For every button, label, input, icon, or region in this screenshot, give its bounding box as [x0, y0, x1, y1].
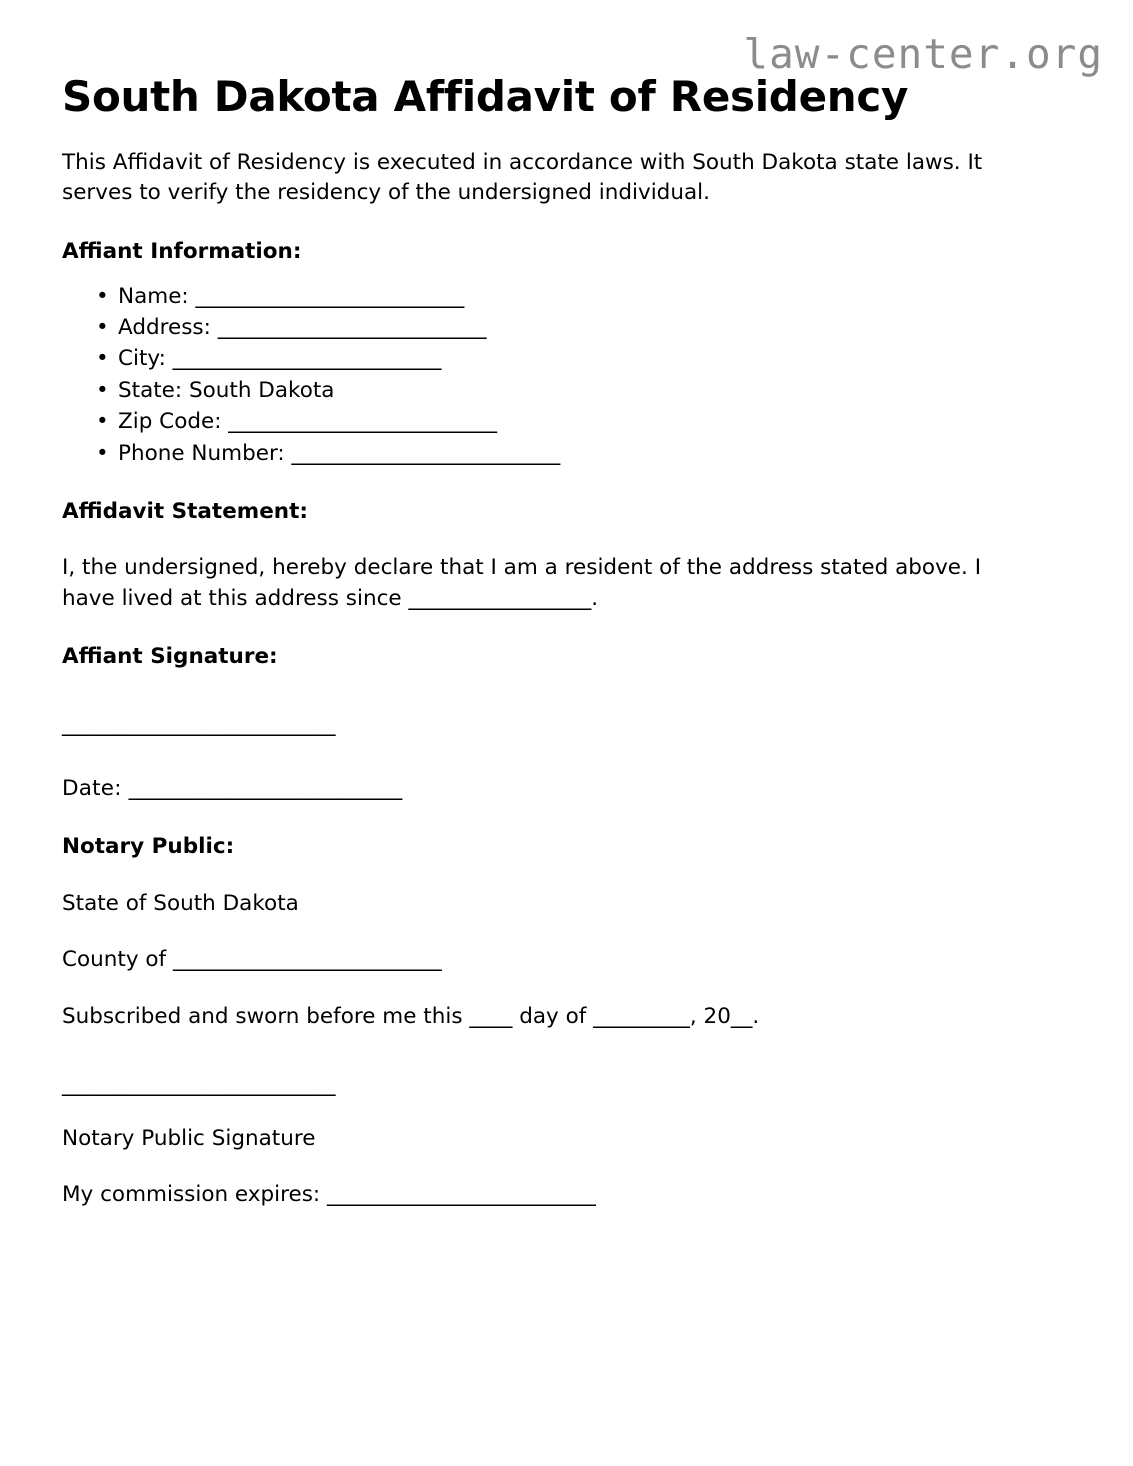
notary-signature-line: _________________________ [62, 1072, 336, 1098]
notary-state-line: State of South Dakota [62, 890, 299, 916]
site-watermark: law-center.org [743, 30, 1103, 78]
section-heading-affiant-information: Affiant Information: [62, 238, 302, 264]
affidavit-statement-body: I, the undersigned, hereby declare that I am a resident of the address stated above. I have lived at this address since _________________. [62, 555, 982, 611]
section-heading-affiant-signature: Affiant Signature: [62, 644, 278, 670]
list-item: • State: South Dakota [62, 375, 1071, 406]
affiant-date-line: Date: _________________________ [62, 775, 403, 801]
list-item: • Address: _________________________ [62, 312, 1071, 343]
list-item: • Name: _________________________ [62, 281, 1071, 312]
list-item: • City: _________________________ [62, 343, 1071, 374]
section-heading-notary-public: Notary Public: [62, 834, 235, 860]
list-item: • Phone Number: _________________________ [62, 438, 1071, 469]
intro-paragraph: This Affidavit of Residency is executed in accordance with South Dakota state laws. It serves to verify the residency of the undersigned individual. [62, 149, 983, 206]
section-heading-affidavit-statement: Affidavit Statement: [62, 498, 308, 524]
affiant-information-list [62, 267, 1071, 469]
affiant-signature-line: _________________________ [62, 712, 336, 738]
page-title: South Dakota Affidavit of Residency [62, 72, 909, 121]
notary-signature-label: Notary Public Signature [62, 1125, 316, 1151]
list-item: • Zip Code: _________________________ [62, 406, 1071, 437]
notary-county-line: County of _________________________ [62, 947, 442, 973]
notary-commission-line: My commission expires: _________________________ [62, 1182, 596, 1208]
notary-sworn-line: Subscribed and sworn before me this ____ day of _________, 20__. [62, 1003, 760, 1029]
